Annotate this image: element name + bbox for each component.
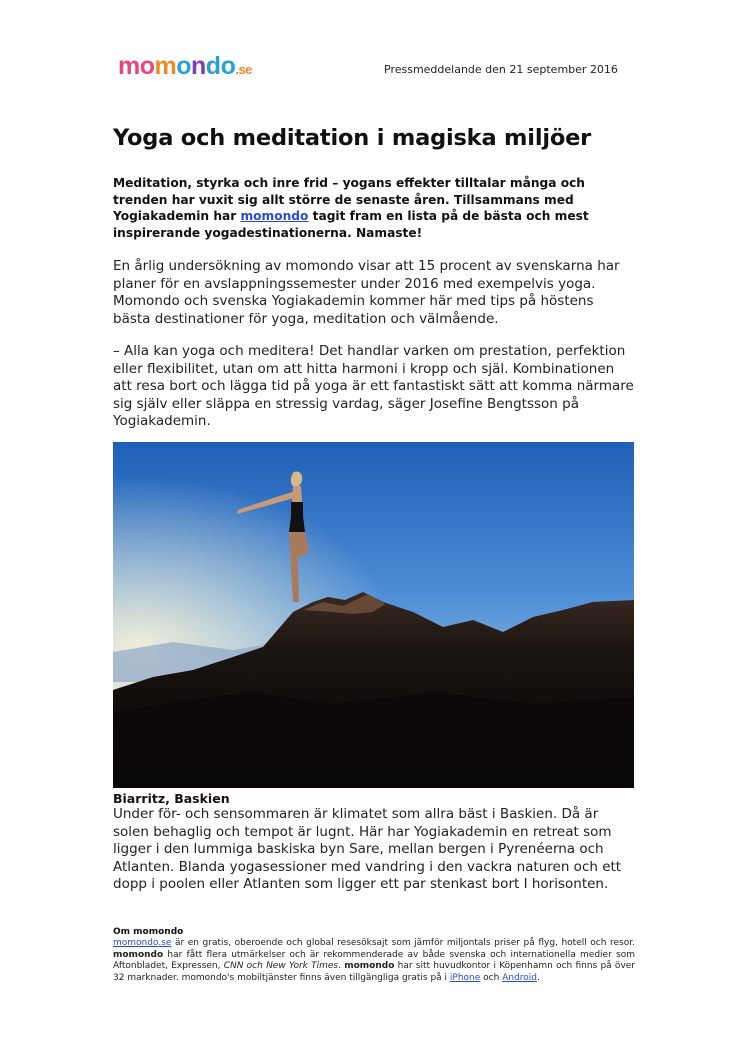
about-bold: momondo — [344, 961, 395, 972]
android-link[interactable]: Android — [502, 972, 537, 983]
logo-part: m — [154, 52, 177, 80]
momondo-logo — [118, 54, 252, 79]
destination-description: Under för- och sensommaren är klimatet som allra bäst i Baskien. Då är solen behaglig och tempot är lugnt. Här har Yogiakademin en retreat som ligger i den lummiga baskiska byn Sare, mellan bergen i Pyrenéerna och Atlanten. Blanda yogasessioner med vandring i den vackra naturen och ett dopp i poolen eller Atlanten som ligger ett par stenkast bort I horisonten. — [113, 806, 622, 892]
about-bold: momondo — [113, 949, 164, 960]
press-release-date: Pressmeddelande den 21 september 2016 — [384, 63, 618, 76]
about-text-part: är en gratis, oberoende och global resesöksajt som jämför miljontals priser på flyg, hotell och resor. — [171, 938, 635, 948]
about-text-part: och — [480, 972, 503, 983]
article-title: Yoga och meditation i magiska miljöer — [113, 125, 592, 151]
article-paragraph-2: – Alla kan yoga och meditera! Det handlar varken om prestation, perfektion eller flexibilitet, utan om att hitta harmoni i kropp och själ. Kombinationen att resa bort och lägga tid på yoga är ett fantastiskt sätt att komma närmare sig själv eller släppa en stressig vardag, säger Josefine Bengtsson på Yogiakademin. — [113, 343, 634, 429]
logo-tld: .se — [235, 62, 252, 77]
article-lead — [113, 175, 633, 241]
article-paragraph-1: En årlig undersökning av momondo visar att 15 procent av svenskarna har planer för en avslappningssemester under 2016 med exempelvis yoga. Momondo och svenska Yogiakademin kommer här med tips på höstens bästa destinationer för yoga, meditation och välmående. — [113, 258, 620, 327]
about-text — [113, 938, 635, 984]
logo-part: do — [205, 52, 236, 80]
iphone-link[interactable]: iPhone — [449, 972, 481, 983]
lead-text: Meditation, styrka och inre frid – yogans effekter tilltalar många och trenden har vuxit sig allt större de senaste åren. Tillsammans med Yogiakademin har — [113, 176, 585, 223]
momondo-link[interactable]: momondo — [240, 209, 309, 223]
about-text-part: har fått flera utmärkelser och är rekommenderade av både svenska och internationella medier som Aftonbladet, Expressen, — [113, 949, 635, 972]
momondo-se-link[interactable]: momondo.se — [113, 938, 172, 948]
about-text-part: har sitt huvudkontor i Köpenhamn och finns på över 32 marknader. momondo's mobiltjänster finns även tillgängliga gratis på i — [113, 961, 636, 983]
about-text-part: . — [338, 961, 345, 972]
about-heading: Om momondo — [113, 927, 184, 937]
logo-part: mo — [118, 52, 155, 80]
about-italic: CNN och New York Times — [223, 961, 339, 972]
about-text-part: . — [537, 972, 540, 983]
yoga-photo — [113, 442, 634, 788]
logo-part: n — [191, 52, 206, 80]
logo-part: o — [176, 52, 192, 80]
destination-heading: Biarritz, Baskien — [113, 791, 230, 806]
lead-text: tagit fram en lista på de bästa och mest inspirerande yogadestinationerna. Namaste! — [113, 209, 589, 240]
